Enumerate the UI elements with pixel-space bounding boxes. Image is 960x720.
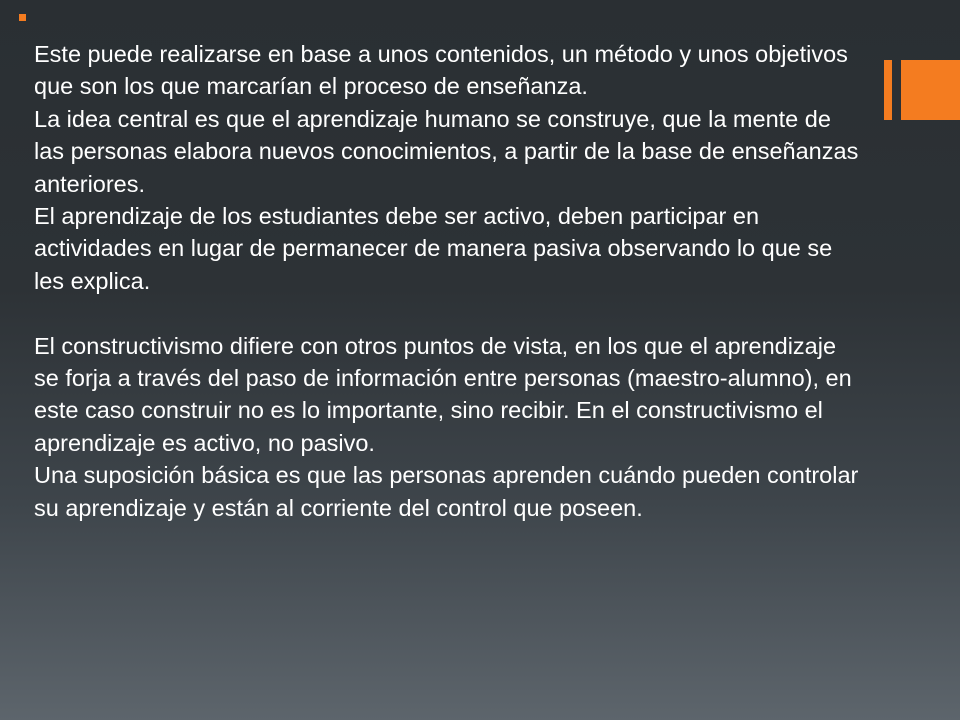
paragraph-4: El constructivismo difiere con otros puntos de vista, en los que el aprendizaje se forja a través del paso de información entre personas (maestro-alumno), en este caso construir no es lo importante, sino recibir. En el constructivismo el aprendizaje es activo, no pasivo. (34, 332, 859, 456)
body-text (34, 38, 864, 524)
accent-bar-thick (901, 60, 960, 120)
paragraph-2: La idea central es que el aprendizaje humano se construye, que la mente de las personas elabora nuevos conocimientos, a partir de la base de enseñanzas anteriores. (34, 105, 865, 197)
paragraph-3: El aprendizaje de los estudiantes debe ser activo, deben participar en actividades en lugar de permanecer de manera pasiva observando lo que se les explica. (34, 203, 839, 294)
accent-bar-thin (884, 60, 892, 120)
paragraph-5: Una suposición básica es que las personas aprenden cuándo pueden controlar su aprendizaje y están al corriente del control que poseen. (34, 462, 865, 521)
square-bullet-icon (19, 14, 26, 21)
paragraph-1: Este puede realizarse en base a unos contenidos, un método y unos objetivos que son los que marcarían el proceso de enseñanza. (34, 41, 855, 100)
paragraph-spacer (34, 297, 864, 329)
